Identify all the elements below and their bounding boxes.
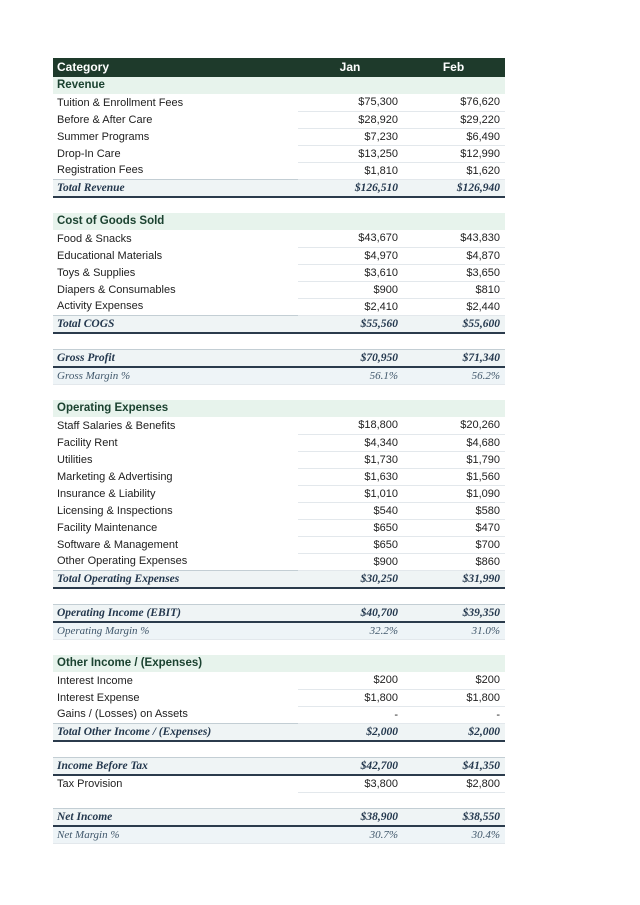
spacer-row: [53, 588, 505, 604]
total-row: [53, 604, 505, 622]
jan-value: $3,610: [298, 264, 403, 281]
spacer-row: [53, 384, 505, 400]
row-label: Staff Salaries & Benefits: [53, 417, 298, 434]
row-label: Food & Snacks: [53, 230, 298, 247]
row-label: Operating Margin %: [53, 622, 298, 639]
column-header-jan: Jan: [298, 58, 403, 77]
column-header-category: Category: [53, 58, 298, 77]
feb-value: $2,000: [403, 723, 505, 741]
feb-value: $2,440: [403, 298, 505, 315]
jan-value: $1,010: [298, 485, 403, 502]
row-label: Drop-In Care: [53, 145, 298, 162]
feb-value: $29,220: [403, 111, 505, 128]
feb-value: -: [403, 706, 505, 723]
jan-value: $42,700: [298, 757, 403, 775]
margin-row: [53, 367, 505, 384]
data-row: [53, 111, 505, 128]
feb-value: $126,940: [403, 179, 505, 197]
jan-value: $900: [298, 553, 403, 570]
profit-loss-table: [53, 58, 505, 844]
jan-value: 32.2%: [298, 622, 403, 639]
jan-value: $38,900: [298, 808, 403, 826]
feb-value: $200: [403, 672, 505, 689]
row-label: Gains / (Losses) on Assets: [53, 706, 298, 723]
data-row: [53, 468, 505, 485]
data-row: [53, 485, 505, 502]
row-label: Other Operating Expenses: [53, 553, 298, 570]
data-row: [53, 689, 505, 706]
data-row: [53, 230, 505, 247]
spacer-row: [53, 792, 505, 808]
jan-value: $70,950: [298, 349, 403, 367]
margin-row: [53, 826, 505, 843]
feb-value: $1,090: [403, 485, 505, 502]
row-label: Gross Profit: [53, 349, 298, 367]
row-label: Educational Materials: [53, 247, 298, 264]
section-header-row: [53, 213, 505, 230]
row-label: Utilities: [53, 451, 298, 468]
row-label: Marketing & Advertising: [53, 468, 298, 485]
feb-value: $4,680: [403, 434, 505, 451]
row-label: Diapers & Consumables: [53, 281, 298, 298]
data-row: [53, 536, 505, 553]
feb-value: $4,870: [403, 247, 505, 264]
total-row: [53, 315, 505, 333]
jan-value: $2,000: [298, 723, 403, 741]
jan-value: $3,800: [298, 775, 403, 792]
data-row: [53, 94, 505, 111]
jan-value: $1,630: [298, 468, 403, 485]
jan-value: $126,510: [298, 179, 403, 197]
feb-value: $1,790: [403, 451, 505, 468]
jan-value: $18,800: [298, 417, 403, 434]
jan-value: $28,920: [298, 111, 403, 128]
spacer-row: [53, 197, 505, 213]
data-row: [53, 128, 505, 145]
total-row: [53, 757, 505, 775]
data-row: [53, 775, 505, 792]
feb-value: $39,350: [403, 604, 505, 622]
jan-value: -: [298, 706, 403, 723]
feb-value: $6,490: [403, 128, 505, 145]
feb-value: $43,830: [403, 230, 505, 247]
feb-value: $860: [403, 553, 505, 570]
total-row: [53, 570, 505, 588]
jan-value: $650: [298, 519, 403, 536]
jan-value: $900: [298, 281, 403, 298]
feb-value: 56.2%: [403, 367, 505, 384]
spacer-row: [53, 639, 505, 655]
feb-value: $700: [403, 536, 505, 553]
row-label: Tax Provision: [53, 775, 298, 792]
jan-value: 30.7%: [298, 826, 403, 843]
row-label: Tuition & Enrollment Fees: [53, 94, 298, 111]
data-row: [53, 247, 505, 264]
feb-value: $3,650: [403, 264, 505, 281]
row-label: Net Margin %: [53, 826, 298, 843]
jan-value: $43,670: [298, 230, 403, 247]
feb-value: $71,340: [403, 349, 505, 367]
data-row: [53, 264, 505, 281]
section-title: Other Income / (Expenses): [53, 655, 505, 672]
row-label: Registration Fees: [53, 162, 298, 179]
jan-value: $2,410: [298, 298, 403, 315]
feb-value: $38,550: [403, 808, 505, 826]
data-row: [53, 519, 505, 536]
feb-value: $580: [403, 502, 505, 519]
row-label: Software & Management: [53, 536, 298, 553]
jan-value: $1,800: [298, 689, 403, 706]
total-row: [53, 723, 505, 741]
feb-value: $41,350: [403, 757, 505, 775]
jan-value: $650: [298, 536, 403, 553]
row-label: Interest Income: [53, 672, 298, 689]
row-label: Total Revenue: [53, 179, 298, 197]
feb-value: $20,260: [403, 417, 505, 434]
row-label: Total Other Income / (Expenses): [53, 723, 298, 741]
jan-value: $1,810: [298, 162, 403, 179]
table-header-row: [53, 58, 505, 77]
section-title: Cost of Goods Sold: [53, 213, 505, 230]
data-row: [53, 553, 505, 570]
row-label: Facility Maintenance: [53, 519, 298, 536]
feb-value: $810: [403, 281, 505, 298]
data-row: [53, 417, 505, 434]
jan-value: $1,730: [298, 451, 403, 468]
total-row: [53, 808, 505, 826]
total-row: [53, 179, 505, 197]
row-label: Activity Expenses: [53, 298, 298, 315]
feb-value: $1,800: [403, 689, 505, 706]
feb-value: $470: [403, 519, 505, 536]
row-label: Total COGS: [53, 315, 298, 333]
jan-value: $540: [298, 502, 403, 519]
total-row: [53, 349, 505, 367]
data-row: [53, 434, 505, 451]
feb-value: 31.0%: [403, 622, 505, 639]
jan-value: $40,700: [298, 604, 403, 622]
jan-value: $4,340: [298, 434, 403, 451]
row-label: Interest Expense: [53, 689, 298, 706]
feb-value: $1,620: [403, 162, 505, 179]
data-row: [53, 672, 505, 689]
row-label: Licensing & Inspections: [53, 502, 298, 519]
feb-value: $55,600: [403, 315, 505, 333]
section-title: Revenue: [53, 77, 505, 94]
data-row: [53, 298, 505, 315]
data-row: [53, 281, 505, 298]
feb-value: 30.4%: [403, 826, 505, 843]
jan-value: $75,300: [298, 94, 403, 111]
spacer-row: [53, 333, 505, 349]
jan-value: $30,250: [298, 570, 403, 588]
jan-value: $55,560: [298, 315, 403, 333]
spacer-row: [53, 741, 505, 757]
section-title: Operating Expenses: [53, 400, 505, 417]
section-header-row: [53, 655, 505, 672]
data-row: [53, 145, 505, 162]
row-label: Toys & Supplies: [53, 264, 298, 281]
jan-value: 56.1%: [298, 367, 403, 384]
row-label: Before & After Care: [53, 111, 298, 128]
section-header-row: [53, 400, 505, 417]
row-label: Facility Rent: [53, 434, 298, 451]
table-body: [53, 77, 505, 843]
feb-value: $76,620: [403, 94, 505, 111]
data-row: [53, 451, 505, 468]
row-label: Insurance & Liability: [53, 485, 298, 502]
data-row: [53, 502, 505, 519]
feb-value: $2,800: [403, 775, 505, 792]
row-label: Operating Income (EBIT): [53, 604, 298, 622]
row-label: Total Operating Expenses: [53, 570, 298, 588]
row-label: Gross Margin %: [53, 367, 298, 384]
jan-value: $13,250: [298, 145, 403, 162]
jan-value: $7,230: [298, 128, 403, 145]
row-label: Summer Programs: [53, 128, 298, 145]
jan-value: $4,970: [298, 247, 403, 264]
column-header-feb: Feb: [403, 58, 505, 77]
section-header-row: [53, 77, 505, 94]
feb-value: $1,560: [403, 468, 505, 485]
data-row: [53, 162, 505, 179]
row-label: Net Income: [53, 808, 298, 826]
feb-value: $31,990: [403, 570, 505, 588]
data-row: [53, 706, 505, 723]
feb-value: $12,990: [403, 145, 505, 162]
row-label: Income Before Tax: [53, 757, 298, 775]
margin-row: [53, 622, 505, 639]
jan-value: $200: [298, 672, 403, 689]
